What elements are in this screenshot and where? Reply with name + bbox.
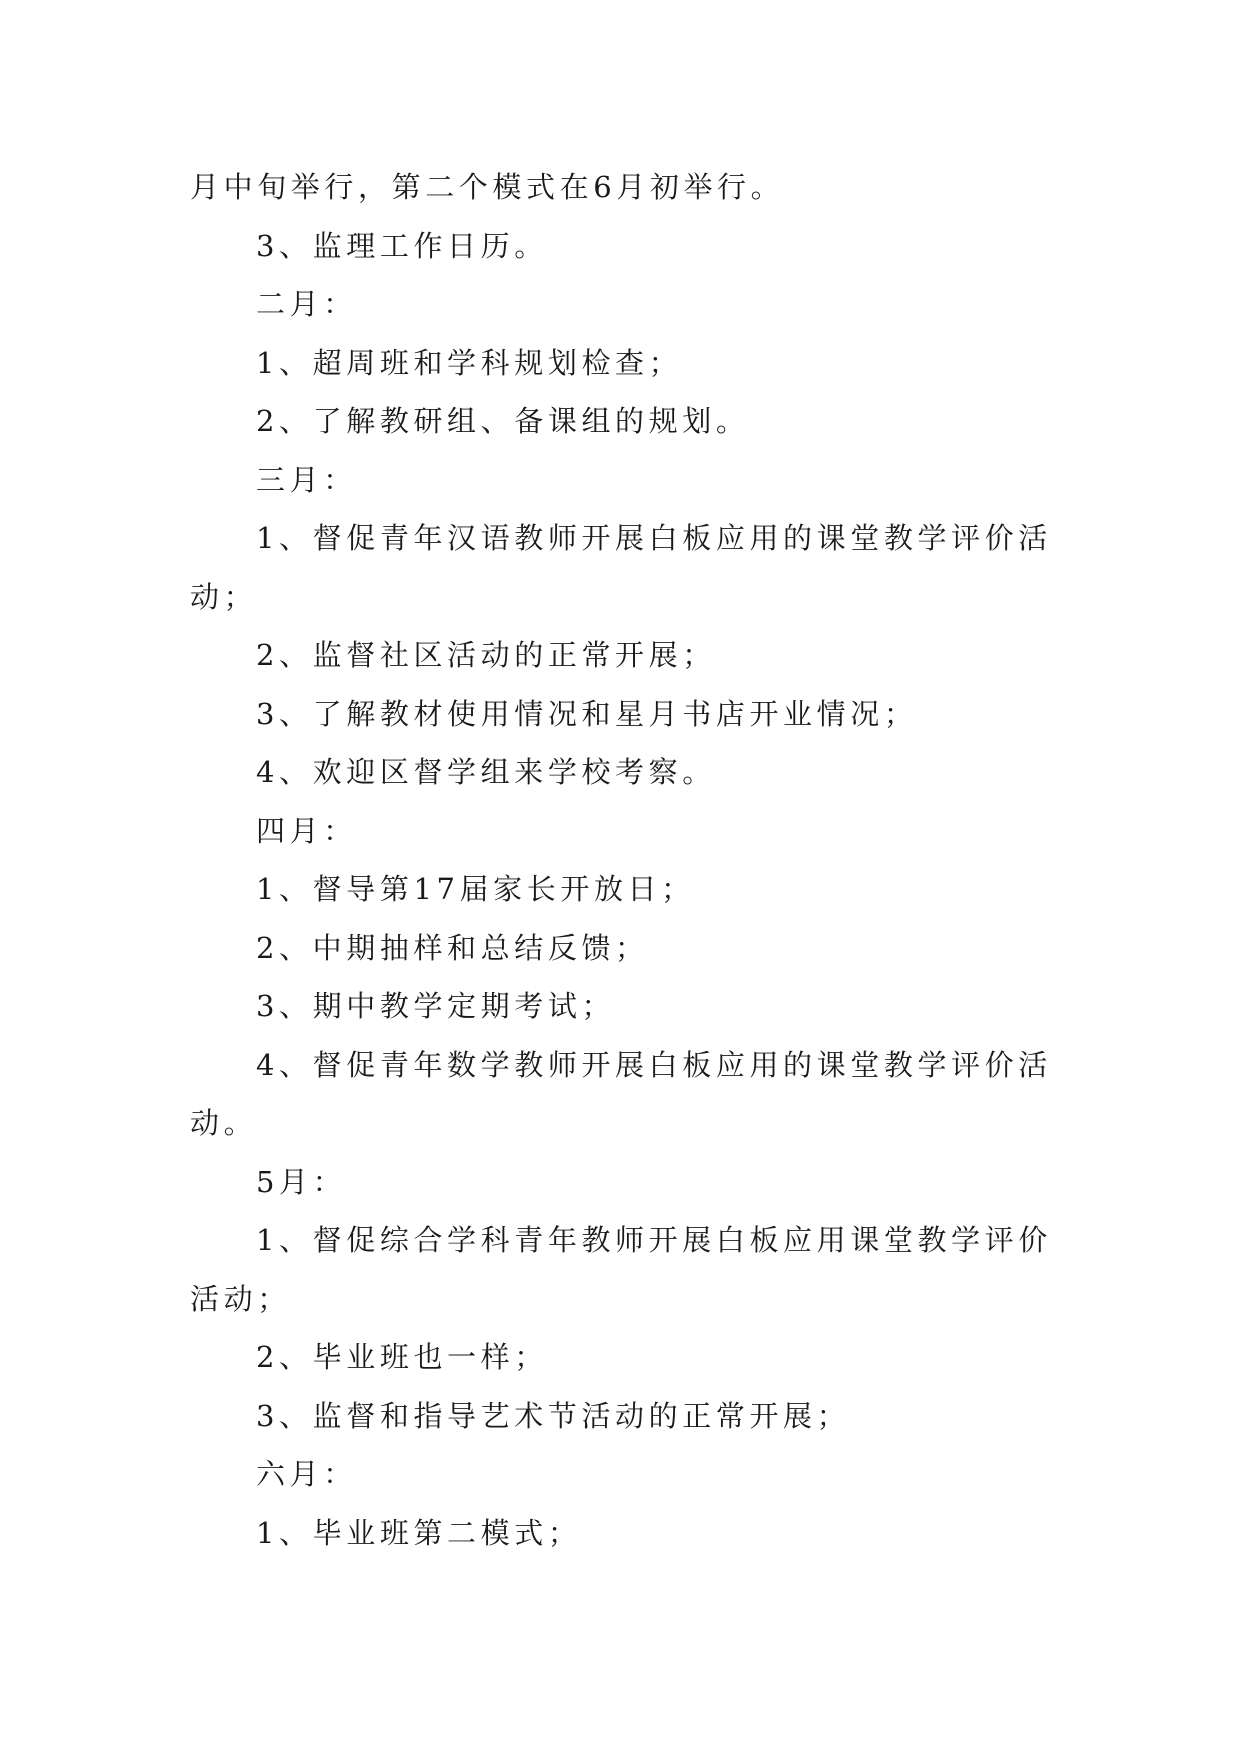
paragraph: 3、监理工作日历。 — [256, 228, 548, 263]
section-heading-may: 5月： — [256, 1164, 347, 1199]
paragraph: 月中旬举行，第二个模式在6月初举行。 — [190, 170, 785, 204]
list-item: 3、监督和指导艺术节活动的正常开展； — [256, 1398, 851, 1433]
list-item: 2、中期抽样和总结反馈； — [256, 930, 649, 965]
list-item: 3、了解教材使用情况和星月书店开业情况； — [256, 696, 918, 731]
list-item: 1、超周班和学科规划检查； — [256, 345, 683, 380]
section-heading-february: 二月： — [256, 287, 357, 321]
section-heading-june: 六月： — [256, 1457, 357, 1491]
list-item: 3、期中教学定期考试； — [256, 989, 616, 1023]
list-item: 4、欢迎区督学组来学校考察。 — [256, 755, 716, 789]
list-item: 1、督促综合学科青年教师开展白板应用课堂教学评价活动； — [190, 1223, 1052, 1316]
list-item: 2、毕业班也一样； — [256, 1340, 548, 1374]
list-item: 1、毕业班第二模式； — [256, 1515, 582, 1550]
list-item: 4、督促青年数学教师开展白板应用的课堂教学评价活动。 — [190, 1047, 1052, 1140]
list-item: 2、了解教研组、备课组的规划。 — [256, 404, 750, 438]
list-item: 1、督导第17届家长开放日； — [256, 872, 695, 906]
document-body — [190, 158, 1056, 1562]
list-item: 2、监督社区活动的正常开展； — [256, 638, 716, 672]
list-item: 1、督促青年汉语教师开展白板应用的课堂教学评价活动； — [190, 521, 1052, 614]
section-heading-april: 四月： — [256, 813, 357, 848]
section-heading-march: 三月： — [256, 462, 357, 497]
